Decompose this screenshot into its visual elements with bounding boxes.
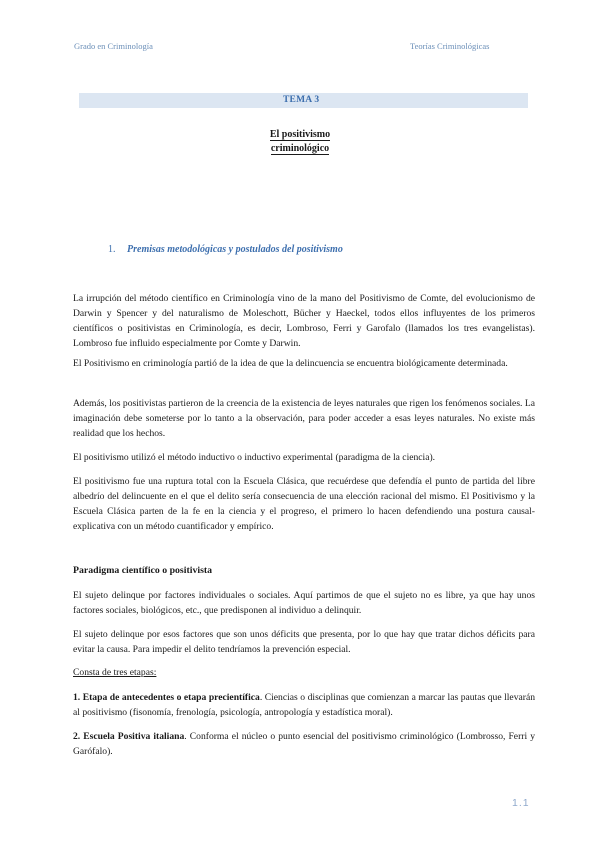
- paragraph-3: Además, los positivistas partieron de la creencia de la existencia de leyes naturales que rigen los fenómenos sociales. La imaginación debe someterse por lo tanto a la observación, para poder acceder a esas leyes naturales. No existe más realidad que los hechos.: [73, 398, 535, 439]
- stage-2-text: . Conforma el núcleo o punto esencial del positivismo criminológico (Lombrosso, Ferri y Garófalo).: [73, 731, 535, 757]
- header-course: Grado en Criminología: [74, 41, 153, 51]
- title-line-2: criminológico: [270, 143, 330, 154]
- stage-1-text: . Ciencias o disciplinas que comienzan a marcar las pautas que llevarán al positivismo (fisonomía, frenología, psicología, antropología y estadística moral).: [73, 692, 535, 718]
- paragraph-6: El sujeto delinque por factores individuales o sociales. Aquí partimos de que el sujeto no es libre, ya que hay unos factores sociales, biológicos, etc., que predisponen al individuo a delinquir.: [73, 590, 535, 616]
- section-1-heading: [108, 244, 343, 255]
- paragraph-4: El positivismo utilizó el método inductivo o inductivo experimental (paradigma de la ciencia).: [73, 452, 436, 463]
- page-title: [0, 128, 600, 141]
- tema-band: [79, 93, 528, 108]
- stage-2: [73, 729, 535, 759]
- page-title-line2: [0, 142, 600, 155]
- stage-1-title: 1. Etapa de antecedentes o etapa precientífica: [73, 692, 260, 703]
- section-2-heading: Paradigma científico o positivista: [73, 565, 213, 576]
- stage-1: [73, 690, 535, 720]
- tema-label: TEMA 3: [283, 95, 320, 105]
- page-number: 1.1: [512, 797, 530, 809]
- stages-label: Consta de tres etapas:: [73, 667, 157, 678]
- header-subject: Teorías Criminológicas: [410, 41, 490, 51]
- paragraph-2: El Positivismo en criminología partió de la idea de que la delincuencia se encuentra biológicamente determinada.: [73, 358, 508, 369]
- section-1-title: Premisas metodológicas y postulados del positivismo: [127, 244, 343, 255]
- paragraph-5: El positivismo fue una ruptura total con la Escuela Clásica, que recuérdese que defendía el punto de partida del libre albedrío del delincuente en el que el delito sería consecuencia de una elección racional del mismo. El Positivismo y la Escuela Clásica parten de la fe en la ciencia y el progreso, el primero lo hacen defendiendo una postura causal-explicativa con un método cuantificador y empírico.: [73, 476, 535, 532]
- title-line-1: El positivismo: [269, 129, 331, 140]
- paragraph-1: La irrupción del método científico en Criminología vino de la mano del Positivismo de Comte, del evolucionismo de Darwin y Spencer y del naturalismo de Moleschott, Bücher y Haeckel, todos ellos influyentes de los primeros científicos o positivistas en Criminología, es decir, Lombroso, Ferri y Garofalo (llamados los tres evangelistas). Lombroso fue influido especialmente por Comte y Darwin.: [73, 293, 535, 349]
- stage-2-title: 2. Escuela Positiva italiana: [73, 731, 185, 742]
- section-1-number: 1.: [108, 244, 116, 255]
- paragraph-7: El sujeto delinque por esos factores que son unos déficits que presenta, por lo que hay que tratar dichos déficits para evitar la causa. Para impedir el delito tendríamos la prevención especial.: [73, 629, 535, 655]
